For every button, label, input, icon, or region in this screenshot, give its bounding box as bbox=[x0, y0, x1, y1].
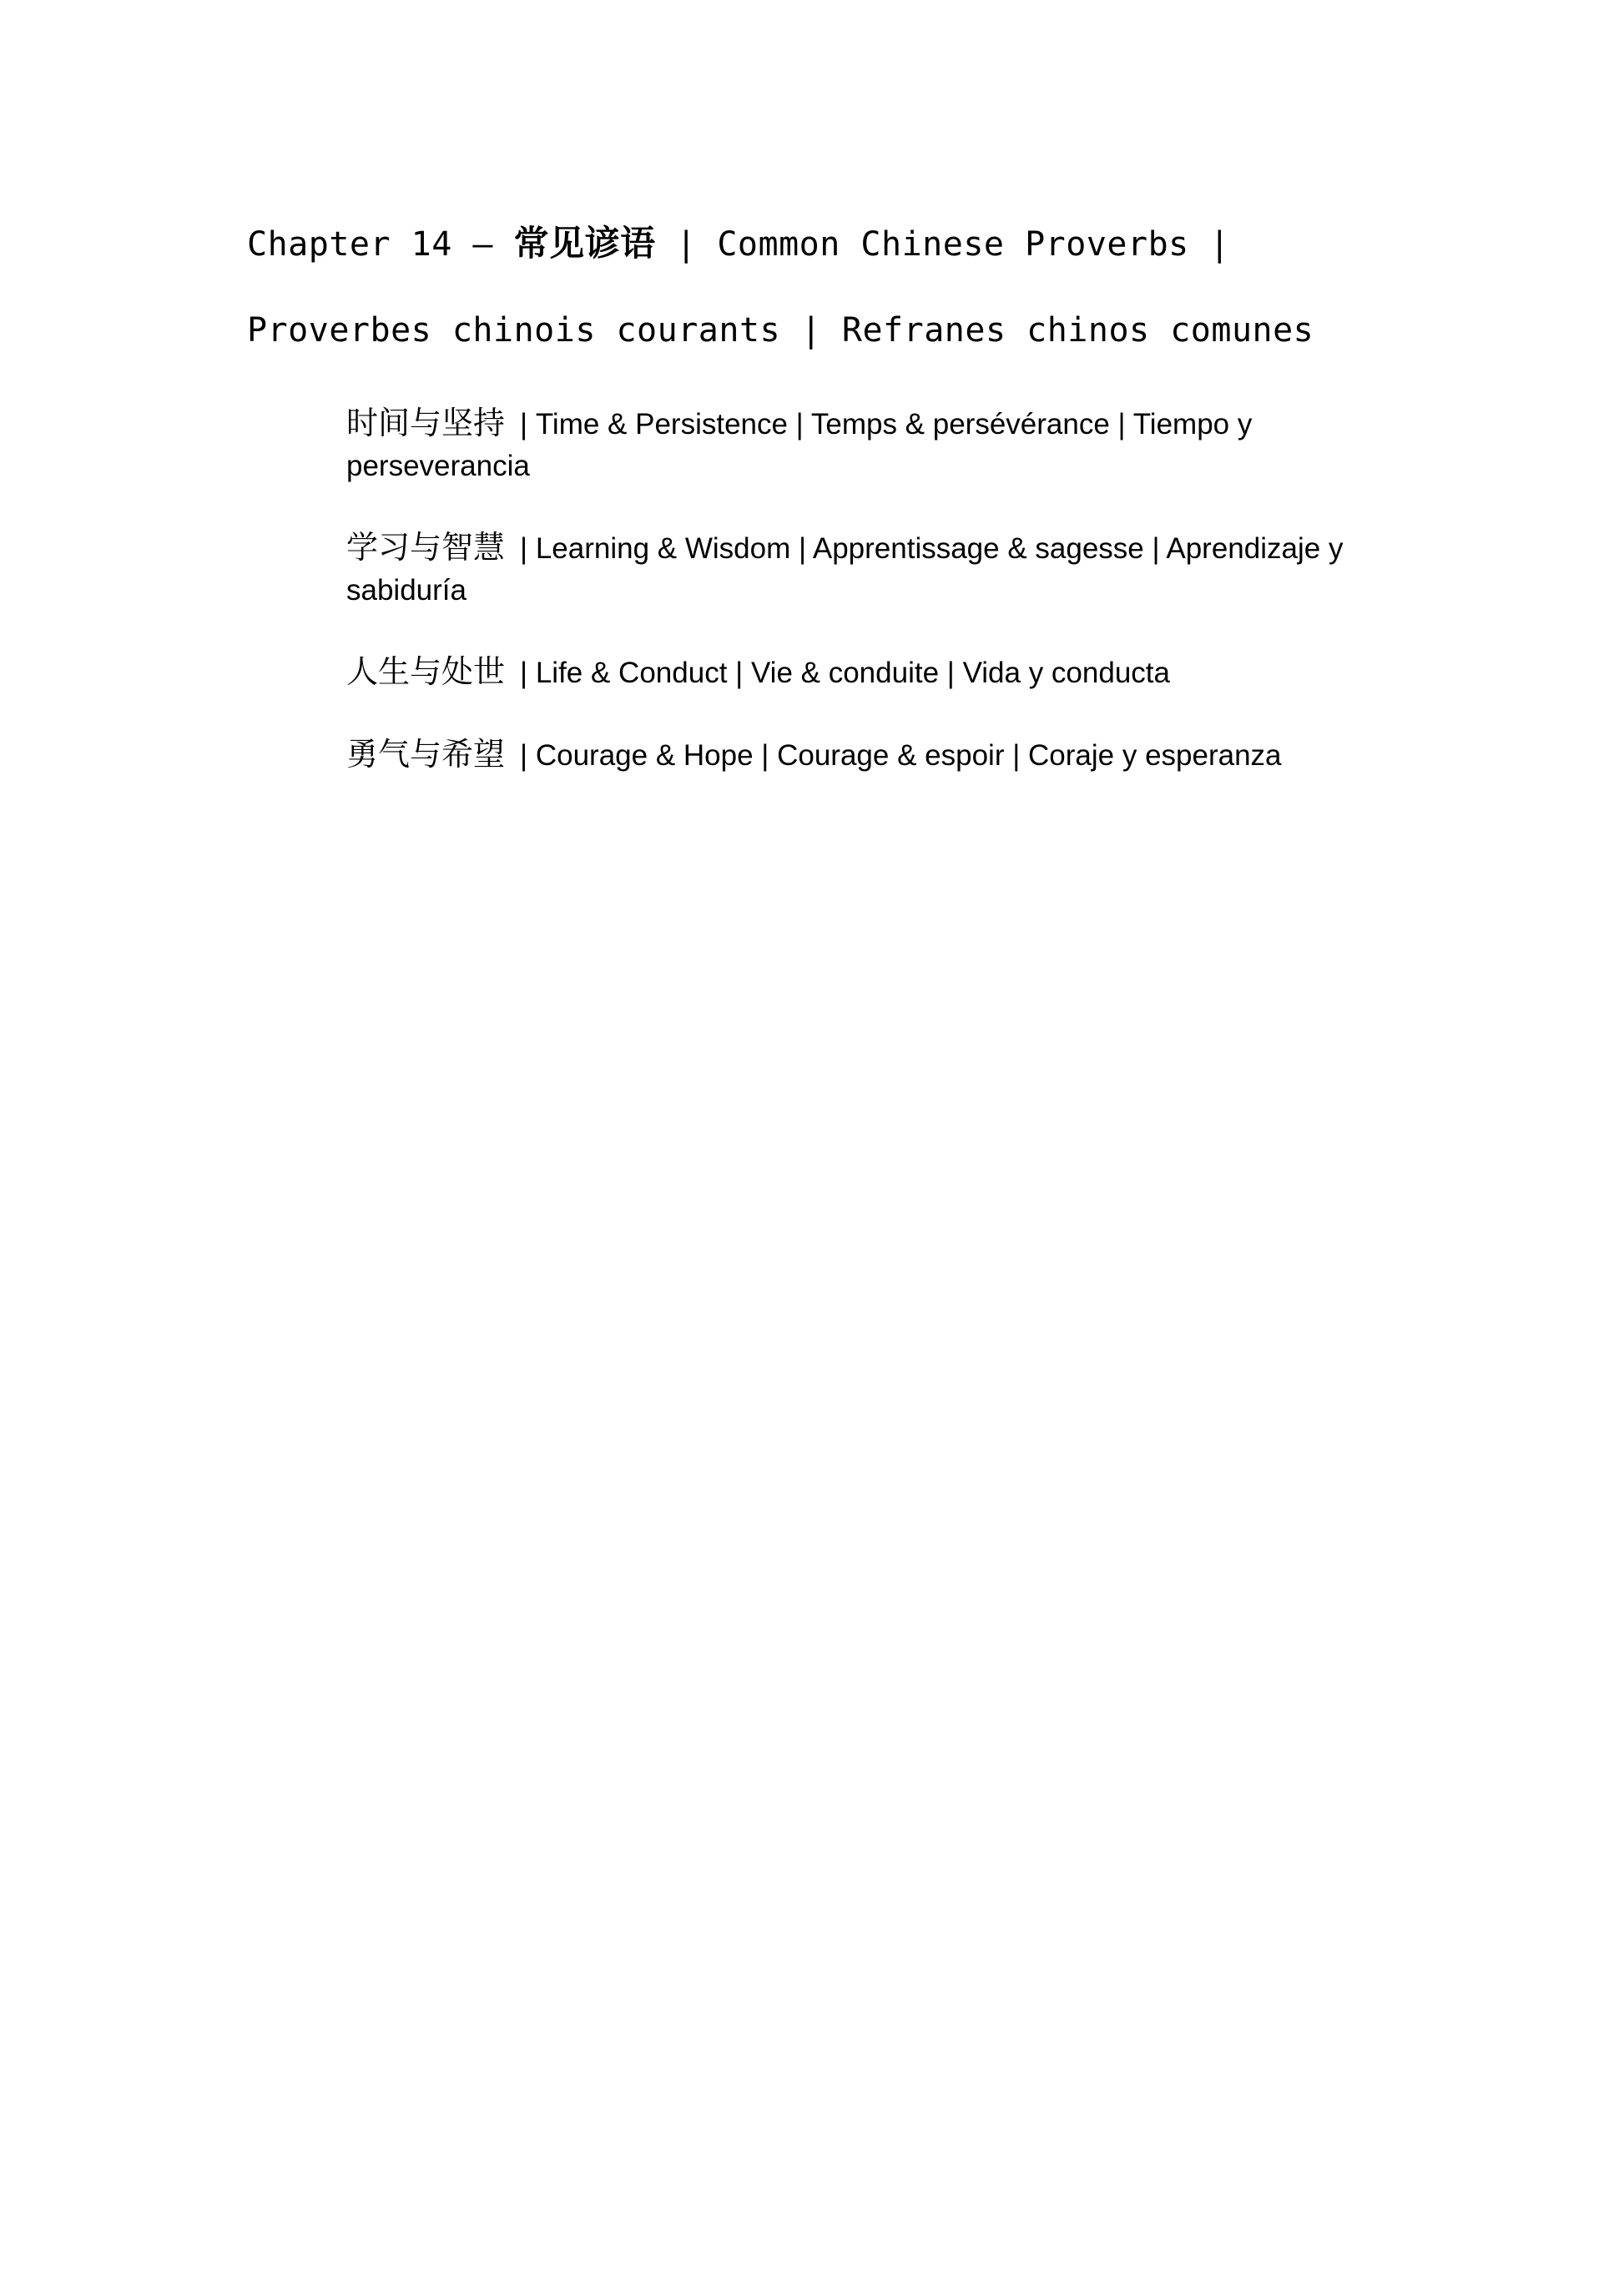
chapter-title bbox=[247, 200, 1415, 374]
section-title-chinese: 人生与处世 bbox=[346, 653, 506, 690]
section-list bbox=[346, 402, 1423, 816]
section-title-chinese: 时间与坚持 bbox=[346, 405, 506, 441]
section-title-translations: | Courage & Hope | Courage & espoir | Coraje y esperanza bbox=[520, 739, 1282, 772]
section-title-translations: | Time & Persistence | Temps & persévérance | Tiempo y perseverancia bbox=[346, 408, 1253, 482]
chapter-title-chinese: 常见谚语 bbox=[513, 223, 656, 264]
section-item-learning-wisdom[interactable] bbox=[346, 526, 1423, 612]
section-title-chinese: 学习与智慧 bbox=[346, 529, 506, 566]
section-title-translations: | Learning & Wisdom | Apprentissage & sagesse | Aprendizaje y sabiduría bbox=[346, 532, 1344, 607]
section-title-translations: | Life & Conduct | Vie & conduite | Vida y conducta bbox=[520, 657, 1170, 689]
section-item-life-conduct[interactable] bbox=[346, 651, 1423, 694]
section-item-courage-hope[interactable] bbox=[346, 733, 1423, 777]
chapter-title-translations: | Common Chinese Proverbs | Proverbes chinois courants | Refranes chinos comunes bbox=[247, 225, 1314, 350]
chapter-title-prefix: Chapter 14 – bbox=[247, 225, 514, 264]
section-title-chinese: 勇气与希望 bbox=[346, 736, 506, 773]
section-item-time-persistence[interactable] bbox=[346, 402, 1423, 487]
